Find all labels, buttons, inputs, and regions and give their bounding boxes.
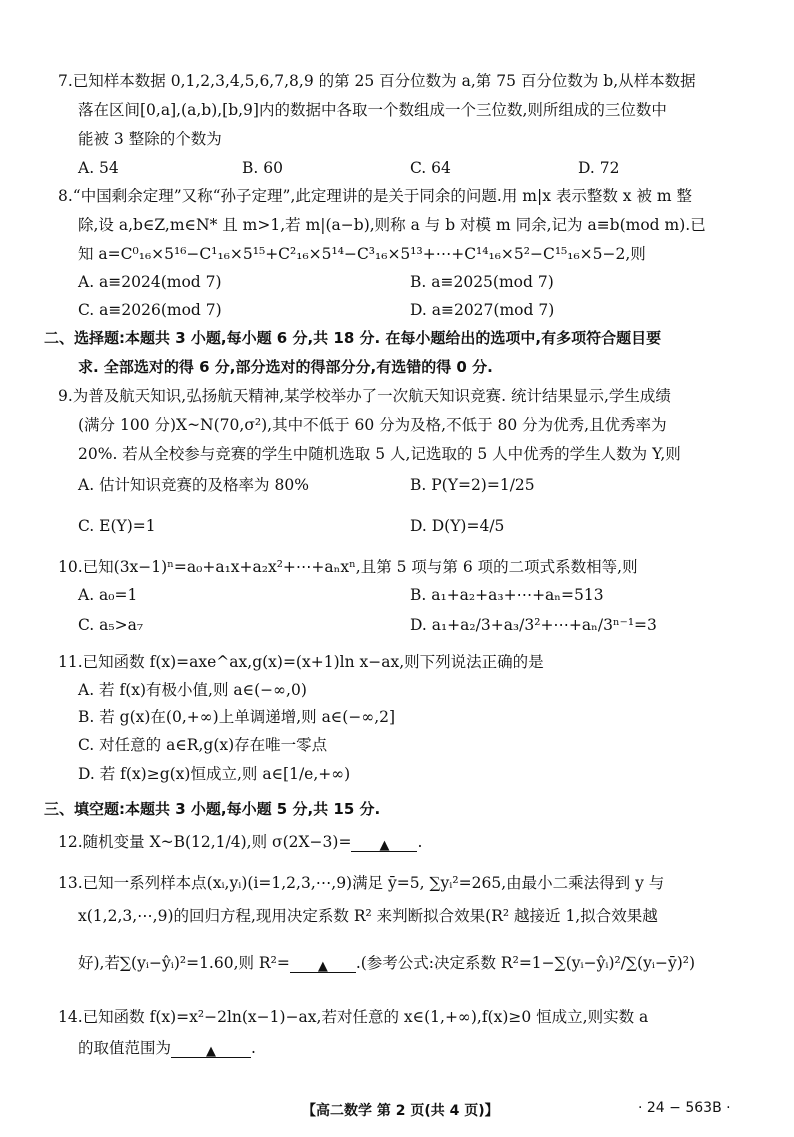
q11-option-d: D. 若 f(x)≥g(x)恒成立,则 a∈[1/e,+∞) — [78, 765, 351, 783]
q8-line-3: 知 a=C⁰₁₆×5¹⁶−C¹₁₆×5¹⁵+C²₁₆×5¹⁴−C³₁₆×5¹³+⋯+C¹⁴₁₆×5²−C¹⁵₁₆×5−2,则 — [78, 245, 646, 263]
q14-line-2 — [78, 1037, 736, 1059]
q13-line-3 — [78, 952, 736, 974]
q7-option-b: B. 60 — [242, 159, 283, 177]
section-2-heading: 二、选择题:本题共 3 小题,每小题 6 分,共 18 分. 在每小题给出的选项中,有多项符合题目要 — [44, 329, 662, 347]
footer-exam-code: · 24 − 563B · — [638, 1100, 731, 1116]
q10-option-b: B. a₁+a₂+a₃+⋯+aₙ=513 — [410, 586, 604, 604]
section-2-heading-cont: 求. 全部选对的得 6 分,部分选对的得部分分,有选错的得 0 分. — [78, 358, 493, 376]
q14-text: 的取值范围为 — [78, 1039, 172, 1057]
q10-option-c: C. a₅>a₇ — [78, 616, 144, 634]
q14-end: . — [251, 1039, 256, 1057]
triangle-icon: ▲ — [317, 959, 328, 974]
q14-line-1: 14.已知函数 f(x)=x²−2ln(x−1)−ax,若对任意的 x∈(1,+∞),f(x)≥0 恒成立,则实数 a — [58, 1008, 649, 1026]
q7-line-1: 7.已知样本数据 0,1,2,3,4,5,6,7,8,9 的第 25 百分位数为 a,第 75 百分位数为 b,从样本数据 — [58, 72, 696, 90]
q13-answer-blank[interactable] — [290, 954, 356, 973]
q11-line-1: 11.已知函数 f(x)=axe^ax,g(x)=(x+1)ln x−ax,则下列说法正确的是 — [58, 653, 544, 671]
q11-option-a: A. 若 f(x)有极小值,则 a∈(−∞,0) — [78, 681, 307, 699]
q13-line-2: x(1,2,3,⋯,9)的回归方程,现用决定系数 R² 来判断拟合效果(R² 越接近 1,拟合效果越 — [78, 907, 658, 925]
q12-line — [58, 831, 736, 853]
q7-line-2: 落在区间[0,a],(a,b),[b,9]内的数据中各取一个数组成一个三位数,则所组成的三位数中 — [78, 101, 667, 119]
footer-page-info: 【高二数学 第 2 页(共 4 页)】 — [302, 1103, 499, 1119]
q10-line-1: 10.已知(3x−1)ⁿ=a₀+a₁x+a₂x²+⋯+aₙxⁿ,且第 5 项与第 6 项的二项式系数相等,则 — [58, 558, 638, 576]
section-3-heading: 三、填空题:本题共 3 小题,每小题 5 分,共 15 分. — [44, 800, 381, 818]
q8-option-d: D. a≡2027(mod 7) — [410, 301, 555, 319]
q7-option-c: C. 64 — [410, 159, 451, 177]
q9-option-b: B. P(Y=2)=1/25 — [410, 476, 535, 494]
q9-line-3: 20%. 若从全校参与竞赛的学生中随机选取 5 人,记选取的 5 人中优秀的学生人数为 Y,则 — [78, 445, 681, 463]
q13-formula: .(参考公式:决定系数 R²=1−∑(yᵢ−ŷᵢ)²/∑(yᵢ−ȳ)²) — [355, 954, 696, 972]
q12-text: 12.随机变量 X~B(12,1/4),则 σ(2X−3)= — [58, 833, 352, 851]
q11-option-c: C. 对任意的 a∈R,g(x)存在唯一零点 — [78, 736, 328, 754]
q9-option-d: D. D(Y)=4/5 — [410, 517, 505, 535]
q10-option-d: D. a₁+a₂/3+a₃/3²+⋯+aₙ/3ⁿ⁻¹=3 — [410, 616, 657, 634]
triangle-icon: ▲ — [206, 1044, 217, 1059]
q8-line-1: 8.“中国剩余定理”又称“孙子定理”,此定理讲的是关于同余的问题.用 m|x 表示整数 x 被 m 整 — [58, 187, 693, 205]
q13-text: 好),若∑(yᵢ−ŷᵢ)²=1.60,则 R²= — [78, 954, 290, 972]
q12-end: . — [417, 833, 423, 851]
q9-line-2: (满分 100 分)X~N(70,σ²),其中不低于 60 分为及格,不低于 80 分为优秀,且优秀率为 — [78, 416, 667, 434]
q13-line-1: 13.已知一系列样本点(xᵢ,yᵢ)(i=1,2,3,⋯,9)满足 ȳ=5, ∑yᵢ²=265,由最小二乘法得到 y 与 — [58, 874, 665, 892]
q7-option-d: D. 72 — [578, 159, 620, 177]
q14-answer-blank[interactable] — [171, 1039, 251, 1058]
q11-option-b: B. 若 g(x)在(0,+∞)上单调递增,则 a∈(−∞,2] — [78, 708, 396, 726]
q7-line-3: 能被 3 整除的个数为 — [78, 130, 222, 148]
q9-option-a: A. 估计知识竞赛的及格率为 80% — [78, 476, 309, 494]
q8-option-a: A. a≡2024(mod 7) — [78, 273, 222, 291]
q9-option-c: C. E(Y)=1 — [78, 517, 156, 535]
q9-line-1: 9.为普及航天知识,弘扬航天精神,某学校举办了一次航天知识竞赛. 统计结果显示,学生成绩 — [58, 387, 671, 405]
triangle-icon: ▲ — [379, 838, 390, 853]
q8-option-c: C. a≡2026(mod 7) — [78, 301, 222, 319]
q8-option-b: B. a≡2025(mod 7) — [410, 273, 554, 291]
q12-answer-blank[interactable] — [351, 833, 417, 852]
q8-line-2: 除,设 a,b∈Z,m∈N* 且 m>1,若 m|(a−b),则称 a 与 b 对模 m 同余,记为 a≡b(mod m).已 — [78, 216, 706, 234]
q10-option-a: A. a₀=1 — [78, 586, 138, 604]
q7-option-a: A. 54 — [78, 159, 119, 177]
